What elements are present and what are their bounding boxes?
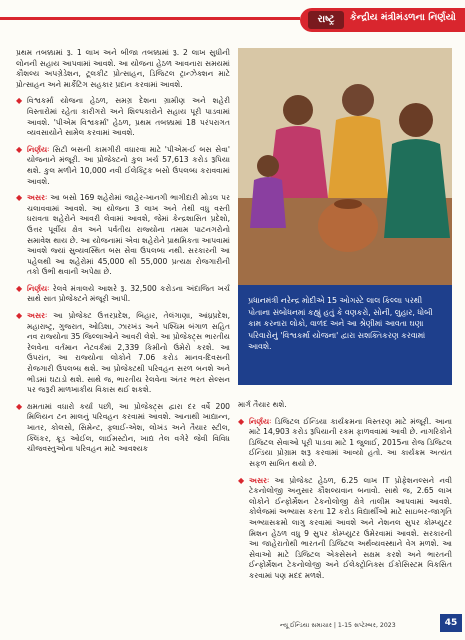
photo-caption — [238, 285, 452, 385]
footer-text: ન્યૂ ઈન્ડિયા સમાચાર | 1-15 સપ્ટેમ્બર, 2023 — [280, 622, 396, 629]
bullet-ebus-decision: ◆ નિર્ણયઃ સિટી બસની કામગીરી વધારવા માટે 'પીએમ-ઈ બસ સેવા' યોજનાને મંજૂરી. આ પ્રોજેક્ટનો કુલ ખર્ચ 57,613 કરોડ રૂપિયા થશે. કુલ મળીને 10,000 નવી ઈલેક્ટ્રિક બસો ઉપલબ્ધ કરાવવામાં આવશે. — [16, 145, 230, 187]
continuation-paragraph: માર્ગ તૈયાર થશે. — [238, 400, 287, 409]
bullet-digital-india-impact: ◆ અસરઃ આ પ્રોજેક્ટ હેઠળ, 6.25 લાખ IT પ્રોફેશનલ્સને નવી ટેકનોલોજી અનુસાર કૌશલ્યવાન બનાવો. સાથે જ, 2.65 લાખ લોકોને ઈન્ફોર્મેશન ટેકનોલોજી ક્ષેત્રે તાલીમ આપવામાં આવશે. કોલેજમાં અભ્યાસ કરતા 12 કરોડ વિદ્યાર્થીઓ માટે સાઇબર-જાગૃતિ અભ્યાસક્રમો લાગુ કરવામાં આવશે અને નેશનલ સુપર કોમ્પ્યુટર મિશન હેઠળ વધુ 9 સુપર કોમ્પ્યુટર ઉમેરવામાં આવશે. સરકારની આ જાહેરાતોથી ભારતની ડિજિટલ અર્થવ્યવસ્થાને વેગ મળશે. આ સેવાઓ માટે ડિજિટલ એક્સેસને સક્ષમ કરશે અને ભારતની ઈન્ફોર્મેશન ટેકનોલોજી અને ઈલેક્ટ્રોનિક્સ ઈકોસિસ્ટમ વિકસિત કરવામાં પણ મદદ મળશે. — [238, 476, 452, 582]
artisans-photo — [238, 48, 452, 285]
left-column — [16, 48, 230, 461]
header-rule — [0, 17, 300, 20]
bullet-vishwakarma: ◆ વિશ્વકર્મા યોજના હેઠળ, સમગ્ર દેશના ગ્રામીણ અને શહેરી વિસ્તારોમાં રહેતા કારીગરો અને શિલ્પકારોને સહાય પૂરી પાડવામાં આવશે. 'પીએમ વિશ્વકર્મા' હેઠળ, પ્રથમ તબક્કામાં 18 પરંપરાગત વ્યવસાયોને સામેલ કરવામાં આવશે. — [16, 96, 230, 138]
page-header — [0, 0, 465, 34]
artisans-illustration — [238, 48, 452, 285]
page-number: 45 — [440, 614, 462, 632]
bullet-ebus-impact: ◆ અસરઃ આ બસો 169 શહેરોમાં જાહેર-ખાનગી ભાગીદારી મોડલ પર ચલાવવામાં આવશે. આ યોજના 3 લાખ અને તેથી વધુ વસ્તી ધરાવતા શહેરોને આવરી લેવામાં આવશે, જેમાં કેન્દ્રશાસિત પ્રદેશો, ઉત્તર પૂર્વીય ક્ષેત્ર અને પર્વતીય રાજ્યોના તમામ પાટનગરોનો સમાવેશ થાય છે. આ યોજનામાં એવા શહેરોને પ્રાથમિકતા આપવામાં આવશે જ્યાં સુવ્યવસ્થિત બસ સેવા ઉપલબ્ધ નથી. સરકારની આ પહેલથી આ શહેરોમાં 45,000 થી 55,000 પ્રત્યક્ષ રોજગારીની તકો ઉભી થવાની અપેક્ષા છે. — [16, 193, 230, 278]
intro-paragraph: પ્રથમ તબક્કામાં રૂ. 1 લાખ અને બીજા તબક્કામાં રૂ. 2 લાખ સુધીની લોનની સહાય આપવામાં આવશે. આ યોજના હેઠળ આવનારા સમયમાં કૌશલ્ય અપગ્રેડેશન, ટૂલકીટ પ્રોત્સાહન, ડિજિટલ ટ્રાન્ઝેક્શન માટે પ્રોત્સાહન અને માર્કેટિંગ સહકાર પ્રદાન કરવામાં આવશે. — [16, 48, 230, 89]
caption-text: પ્રધાનમંત્રી નરેન્દ્ર મોદીએ 15 ઓગસ્ટે લાલ કિલ્લા પરથી પોતાના સંબોધનમાં કહ્યું હતું કે વણકરો, સોની, લુહાર, ધોબી કામ કરનારા લોકો, વાળંદ અને આ શ્રેણીમાં આવતા ઘણા પરિવારોનું 'વિશ્વકર્મા યોજના' દ્વારા સશક્તિકરણ કરવામાં આવશે. — [248, 296, 433, 352]
section-title: કેન્દ્રીય મંત્રીમંડળના નિર્ણયો — [350, 12, 456, 23]
section-badge: રાષ્ટ્ર — [308, 11, 344, 29]
right-column — [238, 400, 452, 588]
bullet-railway-impact: ◆ અસરઃ આ પ્રોજેક્ટ ઉત્તરપ્રદેશ, બિહાર, તેલંગાણા, આંધ્રપ્રદેશ, મહારાષ્ટ્ર, ગુજરાત, ઓડિશા, ઝારખંડ અને પશ્ચિમ બંગાળ સહિત નવ રાજ્યોના 35 જિલ્લાઓને આવરી લેશે. આ પ્રોજેક્ટ્સ ભારતીય રેલવેના વર્તમાન નેટવર્કમાં 2,339 કિમીનો ઉમેરો કરશે. આ ઉપરાંત, આ રાજ્યોના લોકોને 7.06 કરોડ માનવ-દિવસની રોજગારી ઉપલબ્ધ થશે. આ પ્રોજેક્ટથી પરિવહન સરળ બનશે અને ભીડમાં ઘટાડો થશે. સાથે જ, ભારતીય રેલવેના અંતર ભરત સેલ્સન પર જરૂરી માળખાકીય વિકાસ થઈ શકશે. — [16, 311, 230, 396]
bullet-digital-india-decision: ◆ નિર્ણયઃ ડિજિટલ ઈન્ડિયા કાર્યક્રમના વિસ્તરણ માટે મંજૂરી. આના માટે 14,903 કરોડ રૂપિયાની રકમ ફાળવવામાં આવી છે. નાગરિકોને ડિજિટલ સેવાઓ પૂરી પાડવા માટે 1 જુલાઈ, 2015ના રોજ ડિજિટલ ઈન્ડિયા પ્રોગ્રામ શરૂ કરવામાં આવ્યો હતો. આ કાર્યક્રમ અત્યંત સફળ સાબિત થયો છે. — [238, 417, 452, 470]
bullet-railway-decision: ◆ નિર્ણયઃ રેલવે મંત્રાલયે આશરે રૂ. 32,500 કરોડના અંદાજિત ખર્ચ સાથે સાત પ્રોજેક્ટને મંજૂરી આપી. — [16, 284, 230, 305]
bullet-freight: ◆ ક્ષમતામાં વધારો કર્યા પછી, આ પ્રોજેક્ટ્સ દ્વારા દર વર્ષે 200 મિલિયન ટન માલનું પરિવહન કરવામાં આવશે. આનાથી ખાદ્યાન્ન, ખાતર, કોલસો, સિમેન્ટ, ફ્લાઈ-એશ, લોખંડ અને તૈયાર સ્ટીલ, ક્લિંકર, ક્રૂડ ઓઈલ, લાઈમસ્ટોન, ખાદ્ય તેલ વગેરે જેવી વિવિધ ચીજવસ્તુઓના પરિવહન માટે આવશ્યક — [16, 402, 230, 455]
